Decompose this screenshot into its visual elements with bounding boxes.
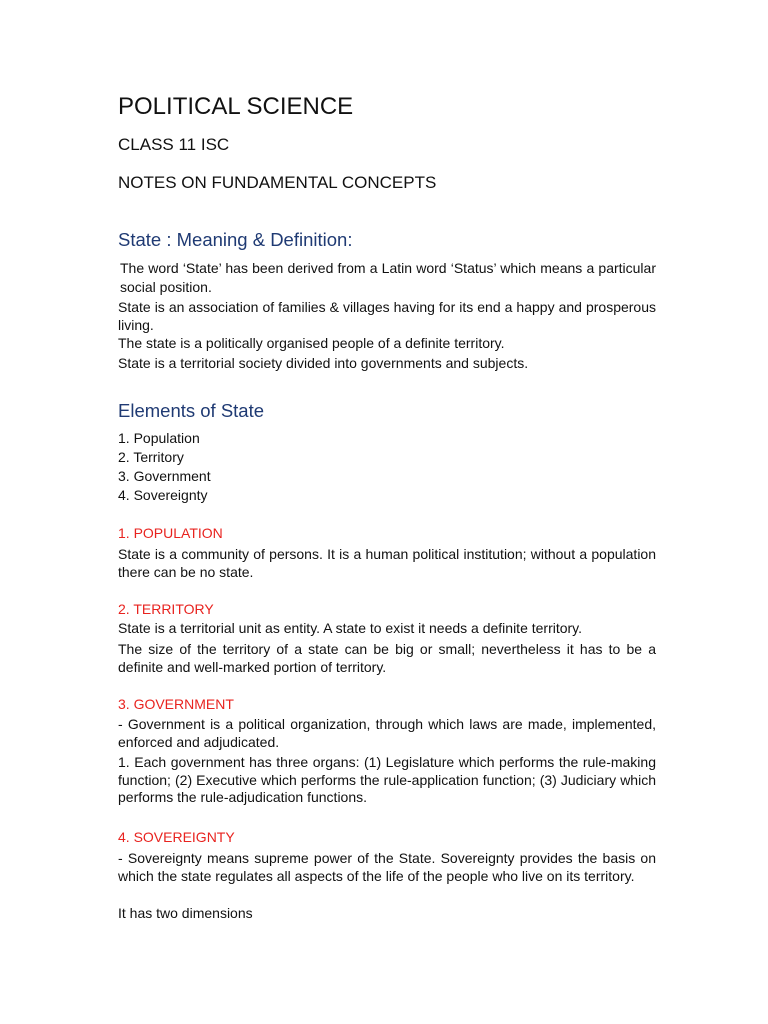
territory-paragraph-2: The size of the territory of a state can be big or small; nevertheless it has to be a definite and well-marked portion of territory. (118, 641, 656, 675)
state-paragraph-2: State is an association of families & villages having for its end a happy and prosperous living. (118, 299, 656, 333)
list-item: 4. Sovereignty (118, 487, 208, 503)
class-line: CLASS 11 ISC (118, 135, 230, 154)
notes-line: NOTES ON FUNDAMENTAL CONCEPTS (118, 173, 437, 192)
state-meaning-heading: State : Meaning & Definition: (118, 229, 353, 250)
document-title: POLITICAL SCIENCE (118, 93, 354, 120)
list-item: 2. Territory (118, 449, 184, 465)
government-paragraph-2: 1. Each government has three organs: (1) Legislature which performs the rule-making function; (2) Executive which performs the rule-application function; (3) Judiciary which performs the rule-adjudication functions. (118, 754, 656, 805)
state-paragraph-4: State is a territorial society divided into governments and subjects. (118, 355, 529, 371)
elements-heading: Elements of State (118, 400, 265, 421)
state-paragraph-1: The word ‘State’ has been derived from a Latin word ‘Status’ which means a particular social position. (120, 260, 656, 295)
territory-paragraph-1: State is a territorial unit as entity. A state to exist it needs a definite territory. (118, 620, 583, 636)
sovereignty-paragraph-1: - Sovereignty means supreme power of the State. Sovereignty provides the basis on which the state regulates all aspects of the life of the people who live on its territory. (118, 850, 656, 884)
territory-heading: 2. TERRITORY (118, 601, 214, 617)
list-item: 3. Government (118, 468, 211, 484)
population-heading: 1. POPULATION (118, 525, 223, 541)
elements-list (118, 429, 211, 505)
government-heading: 3. GOVERNMENT (118, 696, 234, 712)
sovereignty-heading: 4. SOVEREIGNTY (118, 829, 235, 845)
government-paragraph-1: - Government is a political organization, through which laws are made, implemented, enforced and adjudicated. (118, 716, 656, 750)
state-paragraph-3: The state is a politically organised people of a definite territory. (118, 335, 505, 351)
population-paragraph: State is a community of persons. It is a human political institution; without a population there can be no state. (118, 546, 656, 580)
sovereignty-paragraph-2: It has two dimensions (118, 905, 253, 921)
list-item: 1. Population (118, 430, 200, 446)
